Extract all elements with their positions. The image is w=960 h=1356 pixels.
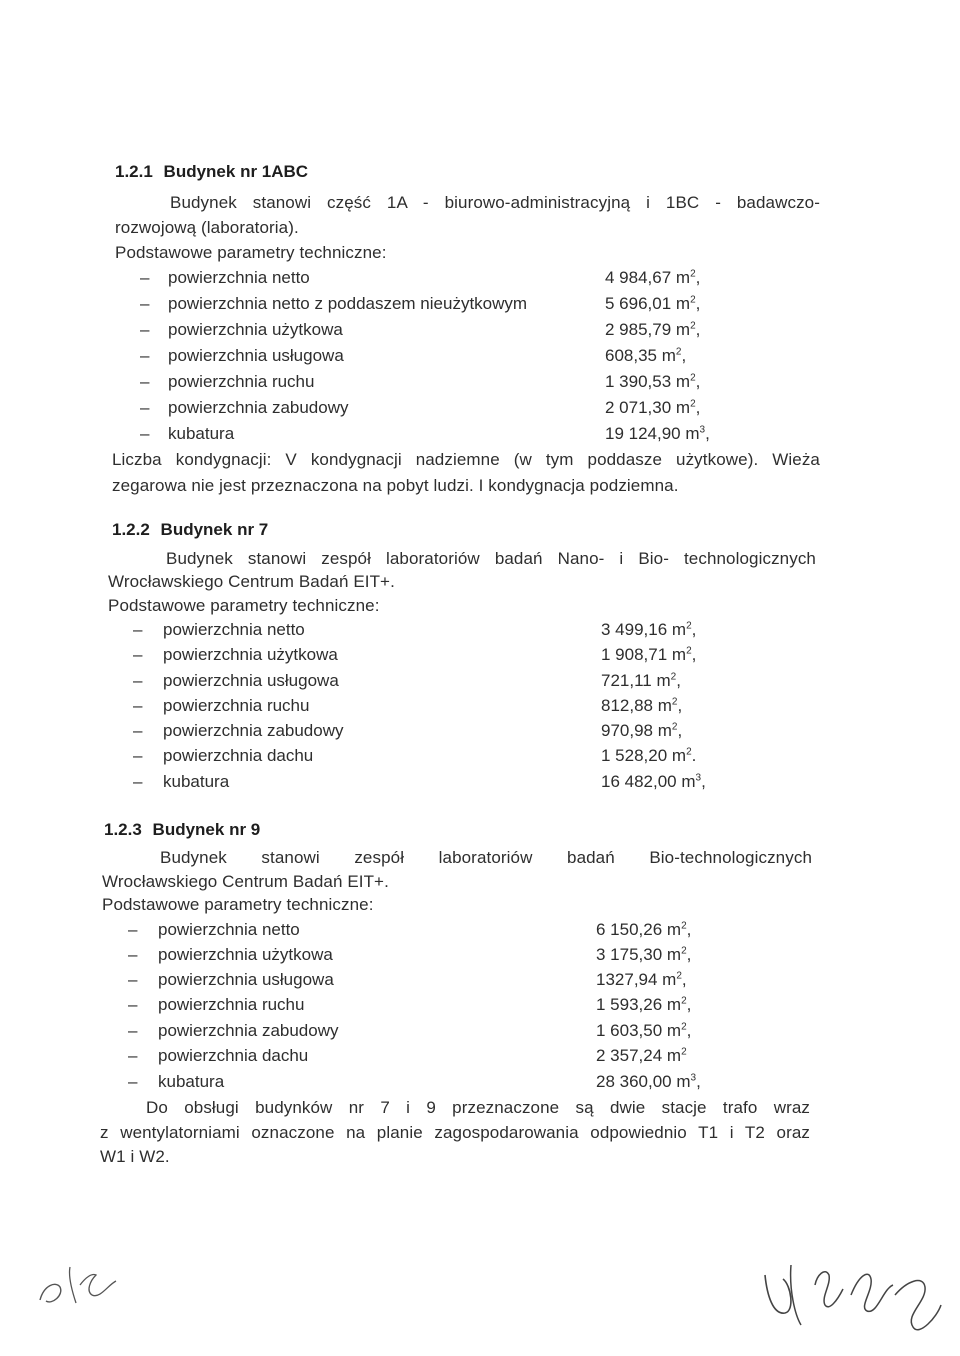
section-heading: [104, 820, 260, 840]
parameter-value: 2 071,30 $m^2$,: [605, 398, 701, 417]
section-heading: [115, 162, 308, 182]
parameter-value: 1327,94 $m^2$,: [596, 970, 687, 989]
parameter-name: powierzchnia zabudowy: [163, 721, 344, 740]
outro-line: Liczba kondygnacji: V kondygnacji nadziemne (w tym poddasze użytkowe). Wieża: [112, 450, 820, 469]
intro-line: Wrocławskiego Centrum Badań EIT+.: [108, 572, 395, 591]
parameter-value: 19 124,90 $m^3$,: [605, 424, 710, 443]
parameter-name: powierzchnia usługowa: [158, 970, 334, 989]
parameter-name: kubatura: [158, 1072, 225, 1091]
dash-marker: –: [128, 1072, 138, 1091]
parameter-value: 1 593,26 $m^2$,: [596, 995, 692, 1014]
params-heading: Podstawowe parametry techniczne:: [115, 243, 387, 262]
dash-marker: –: [140, 294, 150, 313]
parameter-name: kubatura: [163, 772, 230, 791]
parameter-value: 1 908,71 $m^2$,: [601, 645, 697, 664]
dash-marker: –: [128, 920, 138, 939]
outro-line: Do obsługi budynków nr 7 i 9 przeznaczone są dwie stacje trafo wraz: [146, 1098, 810, 1117]
dash-marker: –: [128, 1021, 138, 1040]
parameter-value: 608,35 $m^2$,: [605, 346, 687, 365]
section-title: Budynek nr 1ABC: [163, 162, 309, 181]
dash-marker: –: [133, 696, 143, 715]
dash-marker: –: [133, 746, 143, 765]
parameter-value: 1 390,53 $m^2$,: [605, 372, 701, 391]
intro-line: Budynek stanowi zespół laboratoriów badań Bio-technologicznych: [160, 848, 812, 867]
parameter-value: 812,88 $m^2$,: [601, 696, 683, 715]
intro-line: Budynek stanowi część 1A - biurowo-administracyjną i 1BC - badawczo-: [170, 193, 820, 212]
dash-marker: –: [128, 970, 138, 989]
parameter-value: 6 150,26 $m^2$,: [596, 920, 692, 939]
params-heading: Podstawowe parametry techniczne:: [108, 596, 380, 615]
parameter-name: powierzchnia usługowa: [163, 671, 339, 690]
section-number: 1.2.1: [115, 162, 153, 181]
parameter-value: 970,98 $m^2$,: [601, 721, 683, 740]
parameter-name: powierzchnia ruchu: [158, 995, 305, 1014]
dash-marker: –: [140, 398, 150, 417]
parameter-name: powierzchnia dachu: [163, 746, 314, 765]
handwritten-initials-left: [30, 1255, 130, 1315]
parameter-value: 28 360,00 $m^3$,: [596, 1072, 701, 1091]
parameter-value: 16 482,00 $m^3$,: [601, 772, 706, 791]
intro-line: rozwojową (laboratoria).: [115, 218, 299, 237]
parameter-name: powierzchnia netto: [168, 268, 310, 287]
parameter-value: 721,11 $m^2$,: [601, 671, 681, 690]
parameter-value: 3 175,30 $m^2$,: [596, 945, 692, 964]
dash-marker: –: [140, 320, 150, 339]
params-heading: Podstawowe parametry techniczne:: [102, 895, 374, 914]
dash-marker: –: [133, 645, 143, 664]
parameter-value: 1 528,20 $m^2$.: [601, 746, 697, 765]
parameter-name: powierzchnia netto: [163, 620, 305, 639]
dash-marker: –: [128, 995, 138, 1014]
section-number: 1.2.3: [104, 820, 142, 839]
parameter-name: powierzchnia netto z poddaszem nieużytkowym: [168, 294, 528, 313]
dash-marker: –: [128, 1046, 138, 1065]
dash-marker: –: [133, 620, 143, 639]
parameter-value: 4 984,67 $m^2$,: [605, 268, 701, 287]
dash-marker: –: [140, 346, 150, 365]
section-title: Budynek nr 7: [160, 520, 269, 539]
section-number: 1.2.2: [112, 520, 150, 539]
dash-marker: –: [133, 772, 143, 791]
intro-line: Wrocławskiego Centrum Badań EIT+.: [102, 872, 389, 891]
parameter-value: 2 357,24 $m^2$: [596, 1046, 687, 1065]
handwritten-signature-right: [755, 1245, 950, 1350]
parameter-value: 5 696,01 $m^2$,: [605, 294, 701, 313]
parameter-name: powierzchnia użytkowa: [158, 945, 333, 964]
dash-marker: –: [140, 372, 150, 391]
parameter-name: powierzchnia zabudowy: [158, 1021, 339, 1040]
dash-marker: –: [140, 424, 150, 443]
parameter-value: 3 499,16 $m^2$,: [601, 620, 697, 639]
outro-line: zegarowa nie jest przeznaczona na pobyt ludzi. I kondygnacja podziemna.: [112, 476, 679, 495]
parameter-name: powierzchnia zabudowy: [168, 398, 349, 417]
parameter-value: 2 985,79 $m^2$,: [605, 320, 701, 339]
parameter-name: powierzchnia usługowa: [168, 346, 344, 365]
intro-line: Budynek stanowi zespół laboratoriów badań Nano- i Bio- technologicznych: [166, 549, 816, 568]
parameter-name: powierzchnia ruchu: [163, 696, 310, 715]
parameter-value: 1 603,50 $m^2$,: [596, 1021, 692, 1040]
parameter-name: powierzchnia użytkowa: [168, 320, 343, 339]
parameter-name: powierzchnia netto: [158, 920, 300, 939]
parameter-name: powierzchnia użytkowa: [163, 645, 338, 664]
parameter-name: powierzchnia ruchu: [168, 372, 315, 391]
section-heading: [112, 520, 268, 540]
parameter-name: kubatura: [168, 424, 235, 443]
dash-marker: –: [140, 268, 150, 287]
dash-marker: –: [128, 945, 138, 964]
dash-marker: –: [133, 671, 143, 690]
parameter-name: powierzchnia dachu: [158, 1046, 309, 1065]
outro-line: W1 i W2.: [100, 1147, 170, 1166]
dash-marker: –: [133, 721, 143, 740]
outro-line: z wentylatorniami oznaczone na planie zagospodarowania odpowiednio T1 i T2 oraz: [100, 1123, 810, 1142]
section-title: Budynek nr 9: [152, 820, 261, 839]
